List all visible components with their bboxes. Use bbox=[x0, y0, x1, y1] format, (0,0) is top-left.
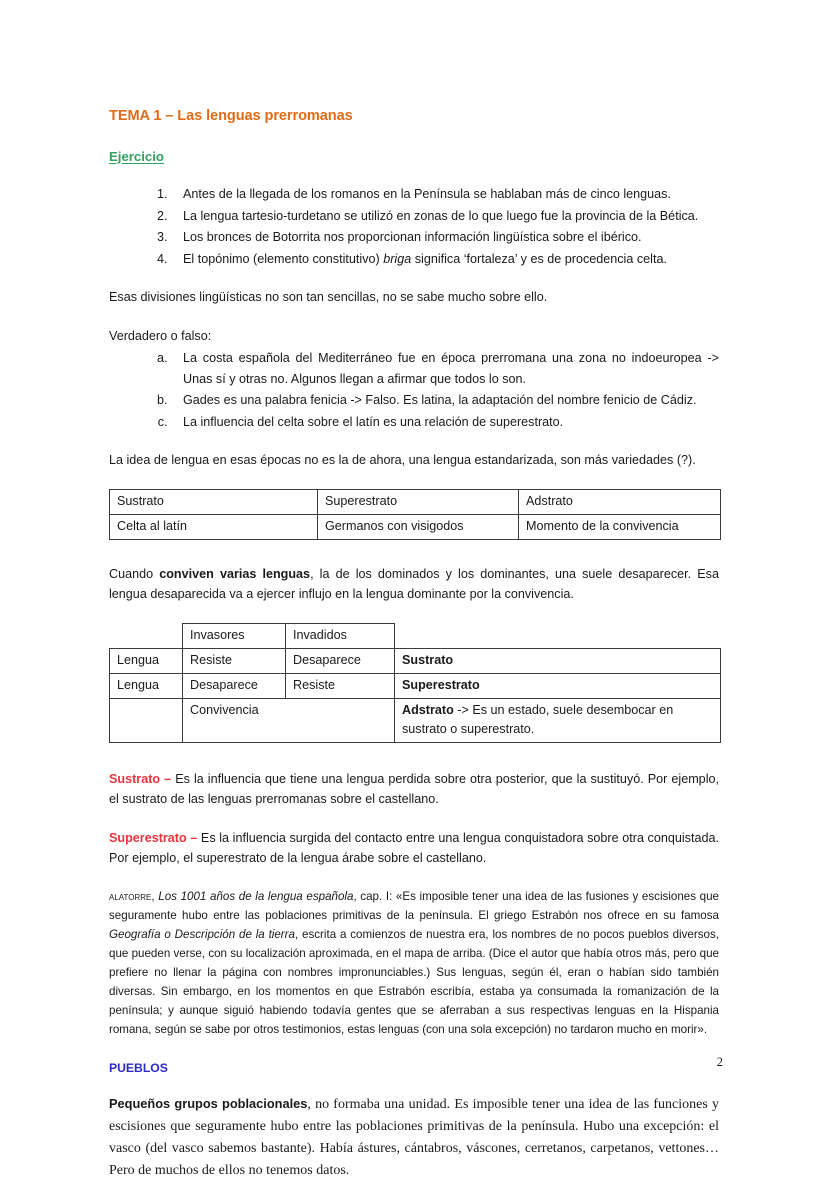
paragraph-text: , no formaba una unidad. Es imposible tener una idea de las funciones y escisiones que seguramente hubo entre las poblaciones primitivas de la península. Hubo una excepción: el vasco (del vasco sabemos bastante). Había ástures, cántabros, váscones, cerretanos, carpetanos, vettones… Pero de muchos de ellos no tenemos datos. bbox=[109, 1097, 719, 1179]
table-row bbox=[110, 648, 721, 673]
table-row bbox=[110, 698, 721, 742]
table-cell-label-empty bbox=[110, 698, 183, 742]
numbered-list bbox=[109, 184, 719, 269]
table-estratos bbox=[109, 489, 721, 540]
page-number: 2 bbox=[716, 1055, 723, 1069]
table-cell-invasores: Resiste bbox=[183, 648, 286, 673]
list-item: 1. Antes de la llegada de los romanos en la Península se hablaban más de cinco lenguas. bbox=[171, 184, 719, 205]
section-heading-ejercicio-wrap bbox=[109, 148, 719, 185]
table-cell-value-adstrato: Momento de la convivencia bbox=[519, 514, 721, 539]
list-item bbox=[171, 249, 719, 270]
quote-work-title: Los 1001 años de la lengua española bbox=[158, 889, 354, 903]
list-item-text-after: significa ‘fortaleza’ y es de procedencia celta. bbox=[411, 251, 667, 266]
definition-superestrato bbox=[109, 828, 719, 869]
table-row bbox=[110, 673, 721, 698]
paragraph-text-after: , la de los dominados y los dominantes, una suele desaparecer. Esa lengua desaparecida va a ejercer influjo en la lengua dominante por la convivencia. bbox=[109, 566, 719, 602]
table-cell-label-lengua: Lengua bbox=[110, 648, 183, 673]
table-cell-result-adstrato bbox=[395, 698, 721, 742]
table-cell-invadidos: Resiste bbox=[286, 673, 395, 698]
list-item: c. La influencia del celta sobre el latín es una relación de superestrato. bbox=[171, 412, 719, 433]
table-cell-header-sustrato: Sustrato bbox=[110, 489, 318, 514]
table-cell-header-invadidos: Invadidos bbox=[286, 623, 395, 648]
alpha-list bbox=[109, 348, 719, 432]
table-cell-value-superestrato: Germanos con visigodos bbox=[318, 514, 519, 539]
table-cell-header-superestrato: Superestrato bbox=[318, 489, 519, 514]
definition-term: Superestrato bbox=[109, 830, 187, 845]
definition-dash: – bbox=[160, 771, 176, 786]
list-item-text-before: El topónimo (elemento constitutivo) bbox=[183, 251, 384, 266]
paragraph-bold-phrase: conviven varias lenguas bbox=[159, 566, 311, 581]
quote-comma: , bbox=[151, 889, 159, 903]
page-title: TEMA 1 – Las lenguas prerromanas bbox=[109, 108, 353, 124]
quote-author: alatorre bbox=[109, 889, 152, 903]
list-item: b. Gades es una palabra fenicia -> Falso. Es latina, la adaptación del nombre fenicio de Cádiz. bbox=[171, 390, 719, 411]
table-row bbox=[110, 514, 721, 539]
definition-term: Sustrato bbox=[109, 771, 161, 786]
table-cell-result-rest: -> Es un estado, suele desembocar en sustrato o superestrato. bbox=[402, 702, 674, 736]
paragraph-conviven bbox=[109, 564, 719, 605]
table-cell-result bbox=[395, 648, 721, 673]
table-cell-result-term: Sustrato bbox=[402, 652, 454, 667]
section-heading-ejercicio: Ejercicio bbox=[109, 148, 164, 164]
table-cell-result bbox=[395, 673, 721, 698]
list-item-italic-term: briga bbox=[383, 251, 412, 266]
definition-text: Es la influencia surgida del contacto entre una lengua conquistadora sobre otra conquistada. Por ejemplo, el superestrato de la lengua árabe sobre el castellano. bbox=[109, 830, 719, 866]
quote-inner-title: Geografía o Descripción de la tierra bbox=[109, 927, 295, 941]
table-cell-label-lengua: Lengua bbox=[110, 673, 183, 698]
list-item: 3. Los bronces de Botorrita nos proporcionan información lingüística sobre el ibérico. bbox=[171, 227, 719, 248]
paragraph-bold-phrase: Pequeños grupos poblacionales bbox=[109, 1096, 308, 1112]
table-cell-header-adstrato: Adstrato bbox=[519, 489, 721, 514]
definition-dash: – bbox=[186, 830, 201, 845]
paragraph-divisiones: Esas divisiones lingüísticas no son tan sencillas, no se sabe mucho sobre ello. bbox=[109, 290, 548, 305]
list-item: a. La costa española del Mediterráneo fue en época prerromana una zona no indoeuropea -> Unas sí y otras no. Algunos llegan a afirmar que todos lo son. bbox=[171, 348, 719, 389]
definition-text: Es la influencia que tiene una lengua perdida sobre otra posterior, que la sustituyó. Por ejemplo, el sustrato de las lenguas prerromanas sobre el castellano. bbox=[109, 771, 719, 807]
paragraph-idea-lengua: La idea de lengua en esas épocas no es la de ahora, una lengua estandarizada, son más variedades (?). bbox=[109, 453, 696, 468]
list-item: 2. La lengua tartesio-turdetano se utilizó en zonas de lo que luego fue la provincia de la Bética. bbox=[171, 206, 719, 227]
table-cell-header-invasores: Invasores bbox=[183, 623, 286, 648]
table-cell-empty-header-result bbox=[395, 623, 721, 648]
paragraph-text-before: Cuando bbox=[109, 566, 160, 581]
table-cell-value-sustrato: Celta al latín bbox=[110, 514, 318, 539]
label-verdadero-falso: Verdadero o falso: bbox=[109, 328, 212, 343]
quote-alatorre bbox=[109, 887, 719, 1039]
table-row bbox=[110, 489, 721, 514]
section-heading-pueblos: PUEBLOS bbox=[109, 1060, 168, 1075]
table-cell-invadidos: Desaparece bbox=[286, 648, 395, 673]
table-cell-convivencia: Convivencia bbox=[183, 698, 395, 742]
table-cell-invasores: Desaparece bbox=[183, 673, 286, 698]
table-cell-result-term: Superestrato bbox=[402, 677, 480, 692]
quote-rest-text: , escrita a comienzos de nuestra era, los nombres de no pocos pueblos diversos, que pueden verse, con su localización aproximada, en el mapa de arriba. (Dice el autor que había otros más, pero que prefiere no llenar la página con nombres impronunciables.) Sus lenguas, según él, eran o habían sido también diversas. Sin embargo, en los momentos en que Estrabón escribía, estaba ya consumada la romanización de la península; y aunque siguió habiendo todavía gentes que se aferraban a sus respectivas lenguas en la Hispania romana, según se sabe por otros testimonios, estas lenguas (con una sola excepción) no tardaron mucho en morir». bbox=[109, 927, 720, 1036]
paragraph-pueblos bbox=[109, 1093, 719, 1182]
table-cell-result-term: Adstrato bbox=[402, 702, 454, 717]
table-row bbox=[110, 623, 721, 648]
quote-chapter-text: , cap. I: «Es imposible tener una idea de las fusiones y escisiones que seguramente hubo entre las poblaciones primitivas de la península. El griego Estrabón nos ofrece en su famosa bbox=[109, 889, 720, 922]
table-invasores-invadidos bbox=[109, 623, 721, 743]
definition-sustrato bbox=[109, 769, 719, 810]
table-cell-empty-corner bbox=[110, 623, 183, 648]
